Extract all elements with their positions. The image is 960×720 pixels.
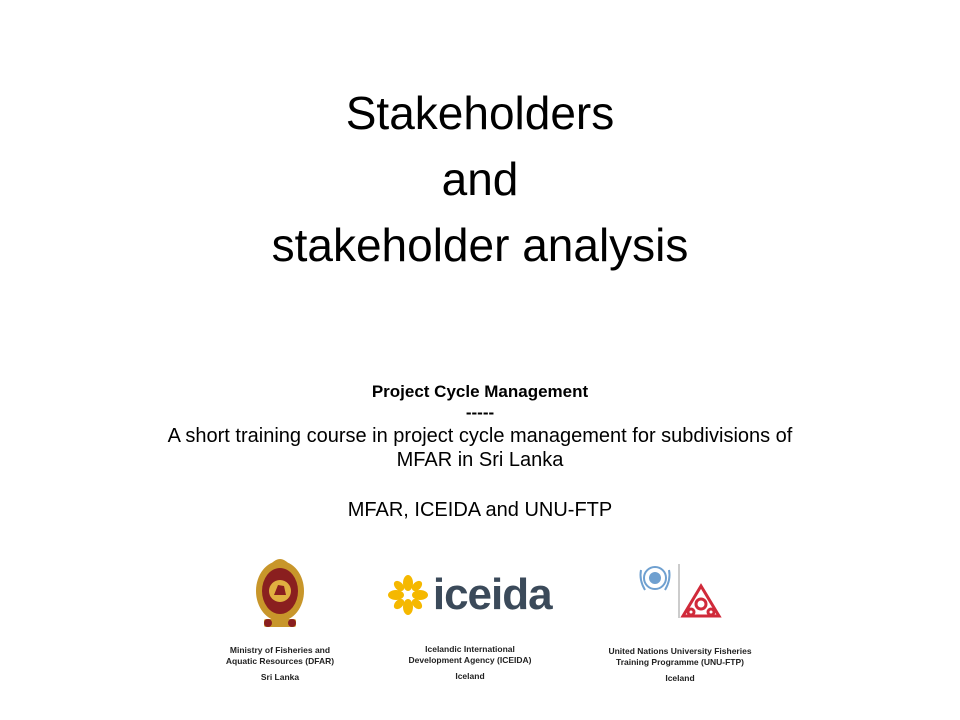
iceida-wordmark: iceida bbox=[432, 570, 552, 619]
unu-emblem-icon bbox=[683, 586, 719, 616]
logo-caption: Ministry of Fisheries and bbox=[229, 645, 331, 655]
sri-lanka-emblem-icon bbox=[250, 555, 310, 631]
title-line: Stakeholders bbox=[345, 87, 615, 139]
title-line: and bbox=[441, 153, 519, 205]
course-heading: Project Cycle Management bbox=[371, 382, 589, 401]
logo-block-iceida bbox=[385, 570, 555, 682]
organizations-line: MFAR, ICEIDA and UNU-FTP bbox=[347, 499, 613, 521]
logo-block-unu-ftp bbox=[580, 560, 780, 684]
logo-country: Iceland bbox=[665, 673, 695, 683]
logo-block-mfar bbox=[200, 555, 360, 683]
logo-caption: Development Agency (ICEIDA) bbox=[408, 655, 532, 665]
logo-country: Sri Lanka bbox=[260, 672, 300, 682]
logo-caption: Aquatic Resources (DFAR) bbox=[225, 656, 335, 666]
slide-subtitle bbox=[0, 380, 960, 522]
unu-ftp-logo-icon bbox=[635, 560, 725, 624]
slide-title bbox=[0, 80, 960, 278]
course-description: A short training course in project cycle management for subdivisions of MFAR in Sri Lanka bbox=[167, 425, 793, 471]
logo-caption: Training Programme (UNU-FTP) bbox=[616, 657, 744, 667]
logo-caption: United Nations University Fisheries bbox=[608, 646, 752, 656]
un-emblem-icon bbox=[641, 567, 670, 590]
logo-country: Iceland bbox=[455, 671, 485, 681]
separator: ----- bbox=[465, 403, 495, 422]
title-line: stakeholder analysis bbox=[271, 219, 689, 271]
iceida-flower-icon bbox=[388, 575, 428, 615]
logo-caption: Icelandic International bbox=[425, 644, 515, 654]
iceida-logo-icon bbox=[385, 570, 555, 632]
